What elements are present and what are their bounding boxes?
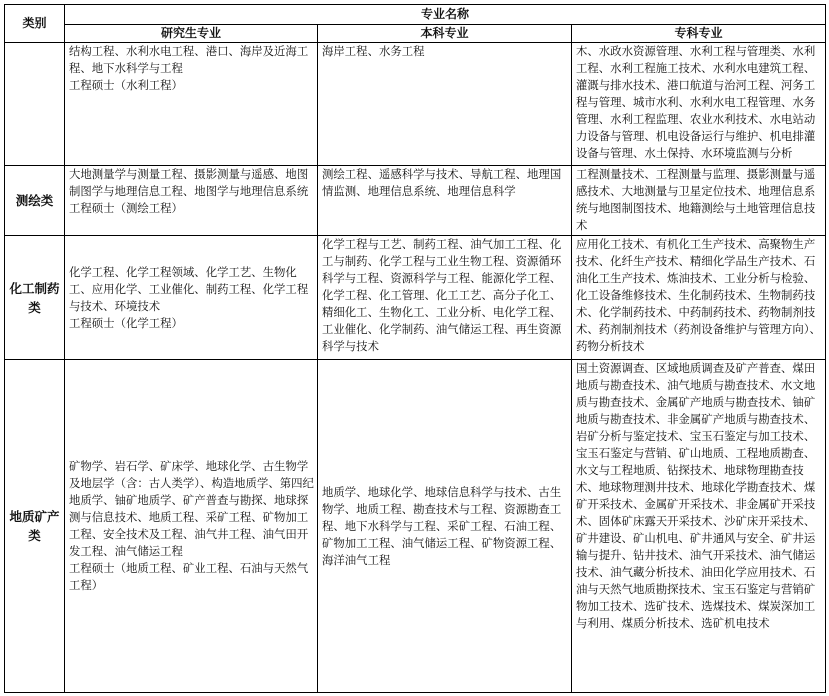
cell-line: 木、水政水资源管理、水利工程与管理类、水利工程、水利工程施工技术、水利水电建筑工程、灌溉与排水技术、港口航道与治河工程、河务工程与管理、城市水利、水利水电工程管理、水务管理、水利工程监理、农业水利技术、水电站动力设备与管理、机电设备运行与维护、机电排灌设备与管理、水土保持、水环境监测与分析 xyxy=(576,44,816,160)
graduate-cell xyxy=(65,360,318,693)
vocational-cell xyxy=(572,166,826,236)
cell-line: 大地测量学与测量工程、摄影测量与遥感、地图制图学与地理信息工程、地图学与地理信息系统 xyxy=(69,167,309,198)
table-row xyxy=(5,43,826,166)
cell-line: 应用化工技术、有机化工生产技术、高聚物生产技术、化纤生产技术、精细化学品生产技术、石油化工生产技术、炼油技术、工业分析与检验、化工设备维修技术、生化制药技术、生物制药技术、化学制药技术、中药制药技术、药物制剂技术、药剂制剂技术（药剂设备维护与管理方向）、药物分析技术 xyxy=(576,237,821,353)
undergraduate-cell xyxy=(318,166,572,236)
cell-line: 工程硕士（水利工程） xyxy=(69,78,183,92)
cell-line: 测绘工程、遥感科学与技术、导航工程、地理国情监测、地理信息系统、地理信息科学 xyxy=(322,167,562,198)
undergraduate-cell xyxy=(318,236,572,360)
table-row xyxy=(5,236,826,360)
graduate-cell xyxy=(65,236,318,360)
undergraduate-cell xyxy=(318,43,572,166)
graduate-cell xyxy=(65,43,318,166)
category-cell: 地质矿产类 xyxy=(5,360,65,693)
category-cell xyxy=(5,43,65,166)
vocational-cell xyxy=(572,43,826,166)
vocational-cell xyxy=(572,360,826,693)
cell-line: 地质学、地球化学、地球信息科学与技术、古生物学、地质工程、勘查技术与工程、资源勘查工程、地下水科学与工程、采矿工程、石油工程、矿物加工工程、油气储运工程、矿物资源工程、海洋油气工程 xyxy=(322,484,562,567)
cell-line: 矿物学、岩石学、矿床学、地球化学、古生物学及地层学（含：古人类学）、构造地质学、第四纪地质学、铀矿地质学、矿产普查与勘探、地球探测与信息技术、地质工程、采矿工程、矿物加工工程、安全技术及工程、油气井工程、油气田开发工程、油气储运工程 xyxy=(69,459,314,558)
header-major-name: 专业名称 xyxy=(65,5,826,25)
table-row xyxy=(5,360,826,693)
cell-line: 工程硕士（化学工程） xyxy=(69,315,183,330)
cell-line: 工程硕士（地质工程、矿业工程、石油与天然气工程） xyxy=(69,561,309,592)
header-category: 类别 xyxy=(5,5,65,43)
vocational-cell xyxy=(572,236,826,360)
cell-line: 海岸工程、水务工程 xyxy=(322,44,425,58)
cell-line: 化学工程、化学工程领域、化学工艺、生物化工、应用化学、工业催化、制药工程、化学工程与技术、环境技术 xyxy=(69,264,309,313)
graduate-cell xyxy=(65,166,318,236)
cell-line: 工程测量技术、工程测量与监理、摄影测量与遥感技术、大地测量与卫星定位技术、地理信息系统与地图制图技术、地籍测绘与土地管理信息技术 xyxy=(576,167,816,232)
category-cell: 测绘类 xyxy=(5,166,65,236)
cell-line: 国土资源调查、区域地质调查及矿产普查、煤田地质与勘查技术、油气地质与勘查技术、水文地质与勘查技术、金属矿产地质与勘查技术、铀矿地质与勘查技术、非金属矿产地质与勘查技术、岩矿分析与鉴定技术、宝玉石鉴定与加工技术、宝玉石鉴定与营销、矿山地质、工程地质勘查、水文与工程地质、钻探技术、地球物理勘查技术、地球物理测井技术、地球化学勘查技术、煤矿开采技术、金属矿开采技术、非金属矿开采技术、固体矿床露天开采技术、沙矿床开采技术、矿井建设、矿山机电、矿井通风与安全、矿井运输与提升、钻井技术、油气开采技术、油气储运技术、油气藏分析技术、油田化学应用技术、石油与天然气地质勘探技术、宝玉石鉴定与营销矿物加工技术、选矿技术、选煤技术、煤炭深加工与利用、煤质分析技术、选矿机电技术 xyxy=(576,361,816,630)
category-cell: 化工制药类 xyxy=(5,236,65,360)
header-graduate: 研究生专业 xyxy=(65,25,318,43)
header-vocational: 专科专业 xyxy=(572,25,826,43)
cell-line: 化学工程与工艺、制药工程、油气加工工程、化工与制药、化学工程与工业生物工程、资源循环科学与工程、资源科学与工程、能源化学工程、化学工程、化工管理、化工工艺、高分子化工、精细化工、生物化工、工业分析、电化学工程、工业催化、化学制药、油气储运工程、再生资源科学与技术 xyxy=(322,237,562,353)
undergraduate-cell xyxy=(318,360,572,693)
cell-line: 结构工程、水利水电工程、港口、海岸及近海工程、地下水科学与工程 xyxy=(69,44,309,75)
header-undergraduate: 本科专业 xyxy=(318,25,572,43)
table-row xyxy=(5,166,826,236)
majors-table xyxy=(4,4,826,693)
cell-line: 工程硕士（测绘工程） xyxy=(69,201,183,215)
